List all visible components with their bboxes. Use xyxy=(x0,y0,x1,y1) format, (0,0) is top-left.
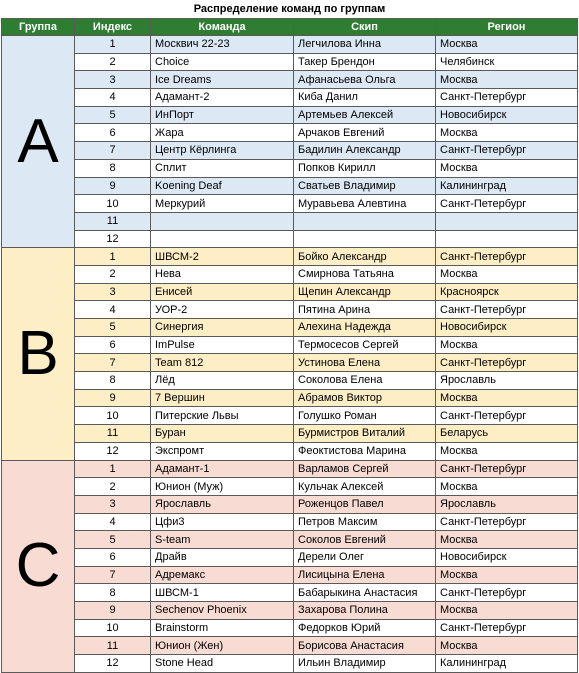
team-cell: Центр Кёрлинга xyxy=(151,142,294,160)
row-index-cell: 12 xyxy=(75,655,151,673)
row-index-cell: 9 xyxy=(75,177,151,195)
skip-cell: Муравьева Алевтина xyxy=(294,195,436,213)
team-cell: Choice xyxy=(151,53,294,71)
team-cell xyxy=(151,230,294,248)
team-cell: Адамант-1 xyxy=(151,460,294,478)
skip-cell: Бурмистров Виталий xyxy=(294,425,436,443)
column-header-skip: Скип xyxy=(294,19,436,36)
table-row xyxy=(2,389,578,407)
region-cell: Санкт-Петербург xyxy=(436,460,578,478)
skip-cell: Сватьев Владимир xyxy=(294,177,436,195)
row-index-cell: 10 xyxy=(75,195,151,213)
table-row xyxy=(2,159,578,177)
skip-cell: Устинова Елена xyxy=(294,354,436,372)
table-row xyxy=(2,602,578,620)
skip-cell: Захарова Полина xyxy=(294,602,436,620)
table-header-row xyxy=(2,19,578,36)
region-cell: Москва xyxy=(436,637,578,655)
row-index-cell: 9 xyxy=(75,389,151,407)
skip-cell: Щепин Александр xyxy=(294,283,436,301)
skip-cell: Петров Максим xyxy=(294,513,436,531)
table-row xyxy=(2,407,578,425)
row-index-cell: 2 xyxy=(75,478,151,496)
region-cell: Санкт-Петербург xyxy=(436,301,578,319)
team-cell: Ice Dreams xyxy=(151,71,294,89)
region-cell: Ярославль xyxy=(436,372,578,390)
group-label: B xyxy=(2,248,75,460)
table-row xyxy=(2,637,578,655)
table-row xyxy=(2,460,578,478)
region-cell: Калининград xyxy=(436,177,578,195)
team-cell: Жара xyxy=(151,124,294,142)
team-cell: Синергия xyxy=(151,319,294,337)
skip-cell: Афанасьева Ольга xyxy=(294,71,436,89)
team-cell: Адремакс xyxy=(151,566,294,584)
row-index-cell: 5 xyxy=(75,106,151,124)
row-index-cell: 5 xyxy=(75,319,151,337)
table-row xyxy=(2,230,578,248)
column-header-region: Регион xyxy=(436,19,578,36)
table-row xyxy=(2,283,578,301)
region-cell: Москва xyxy=(436,265,578,283)
region-cell: Москва xyxy=(436,71,578,89)
table-row xyxy=(2,619,578,637)
table-row xyxy=(2,425,578,443)
table-row xyxy=(2,372,578,390)
skip-cell: Роженцов Павел xyxy=(294,495,436,513)
region-cell: Москва xyxy=(436,36,578,54)
team-cell: ШВСМ-1 xyxy=(151,584,294,602)
groups-table xyxy=(1,18,578,673)
skip-cell: Киба Данил xyxy=(294,89,436,107)
skip-cell: Пятина Арина xyxy=(294,301,436,319)
team-cell: Экспромт xyxy=(151,442,294,460)
row-index-cell: 8 xyxy=(75,584,151,602)
table-row xyxy=(2,53,578,71)
table-row xyxy=(2,212,578,230)
region-cell: Санкт-Петербург xyxy=(436,584,578,602)
table-row xyxy=(2,442,578,460)
team-cell: Питерские Львы xyxy=(151,407,294,425)
team-cell: Нева xyxy=(151,265,294,283)
team-cell: Team 812 xyxy=(151,354,294,372)
skip-cell xyxy=(294,212,436,230)
region-cell: Москва xyxy=(436,478,578,496)
team-cell: Brainstorm xyxy=(151,619,294,637)
row-index-cell: 6 xyxy=(75,124,151,142)
team-cell: Ярославль xyxy=(151,495,294,513)
region-cell: Москва xyxy=(436,389,578,407)
team-cell: Буран xyxy=(151,425,294,443)
table-row xyxy=(2,106,578,124)
region-cell: Москва xyxy=(436,531,578,549)
row-index-cell: 3 xyxy=(75,495,151,513)
region-cell: Москва xyxy=(436,566,578,584)
row-index-cell: 8 xyxy=(75,372,151,390)
row-index-cell: 6 xyxy=(75,336,151,354)
column-header-index: Индекс xyxy=(75,19,151,36)
skip-cell: Абрамов Виктор xyxy=(294,389,436,407)
skip-cell: Дерели Олег xyxy=(294,548,436,566)
row-index-cell: 11 xyxy=(75,637,151,655)
row-index-cell: 7 xyxy=(75,142,151,160)
team-cell: Москвич 22-23 xyxy=(151,36,294,54)
region-cell: Новосибирск xyxy=(436,106,578,124)
skip-cell: Артемьев Алексей xyxy=(294,106,436,124)
region-cell: Беларусь xyxy=(436,425,578,443)
team-cell: Драйв xyxy=(151,548,294,566)
region-cell: Санкт-Петербург xyxy=(436,142,578,160)
skip-cell: Бадилин Александр xyxy=(294,142,436,160)
row-index-cell: 7 xyxy=(75,354,151,372)
table-row xyxy=(2,301,578,319)
row-index-cell: 12 xyxy=(75,230,151,248)
skip-cell: Голушко Роман xyxy=(294,407,436,425)
skip-cell: Борисова Анастасия xyxy=(294,637,436,655)
table-row xyxy=(2,36,578,54)
skip-cell: Такер Брендон xyxy=(294,53,436,71)
region-cell: Калининград xyxy=(436,655,578,673)
table-row xyxy=(2,142,578,160)
skip-cell: Кульчак Алексей xyxy=(294,478,436,496)
column-header-team: Команда xyxy=(151,19,294,36)
region-cell: Москва xyxy=(436,124,578,142)
skip-cell: Варламов Сергей xyxy=(294,460,436,478)
team-cell: ШВСМ-2 xyxy=(151,248,294,266)
row-index-cell: 1 xyxy=(75,460,151,478)
region-cell: Санкт-Петербург xyxy=(436,195,578,213)
table-row xyxy=(2,89,578,107)
team-cell: Юнион (Муж) xyxy=(151,478,294,496)
table-row xyxy=(2,655,578,673)
region-cell: Санкт-Петербург xyxy=(436,407,578,425)
row-index-cell: 4 xyxy=(75,301,151,319)
table-row xyxy=(2,124,578,142)
team-cell: S-team xyxy=(151,531,294,549)
row-index-cell: 5 xyxy=(75,531,151,549)
table-row xyxy=(2,265,578,283)
skip-cell: Термосесов Сергей xyxy=(294,336,436,354)
table-row xyxy=(2,531,578,549)
table-row xyxy=(2,548,578,566)
row-index-cell: 2 xyxy=(75,265,151,283)
table-row xyxy=(2,584,578,602)
row-index-cell: 3 xyxy=(75,283,151,301)
table-row xyxy=(2,566,578,584)
region-cell: Санкт-Петербург xyxy=(436,619,578,637)
row-index-cell: 4 xyxy=(75,513,151,531)
table-row xyxy=(2,478,578,496)
team-cell: Sechenov Phoenix xyxy=(151,602,294,620)
skip-cell: Соколов Евгений xyxy=(294,531,436,549)
skip-cell: Попков Кирилл xyxy=(294,159,436,177)
skip-cell: Федорков Юрий xyxy=(294,619,436,637)
region-cell: Санкт-Петербург xyxy=(436,248,578,266)
skip-cell: Алехина Надежда xyxy=(294,319,436,337)
row-index-cell: 1 xyxy=(75,248,151,266)
region-cell: Москва xyxy=(436,442,578,460)
skip-cell: Феоктистова Марина xyxy=(294,442,436,460)
table-row xyxy=(2,336,578,354)
table-row xyxy=(2,248,578,266)
skip-cell: Лисицына Елена xyxy=(294,566,436,584)
table-row xyxy=(2,495,578,513)
team-cell: Адамант-2 xyxy=(151,89,294,107)
skip-cell: Бабарыкина Анастасия xyxy=(294,584,436,602)
team-cell: УОР-2 xyxy=(151,301,294,319)
column-header-group: Группа xyxy=(2,19,75,36)
row-index-cell: 11 xyxy=(75,212,151,230)
region-cell: Санкт-Петербург xyxy=(436,89,578,107)
skip-cell: Арчаков Евгений xyxy=(294,124,436,142)
region-cell: Новосибирск xyxy=(436,548,578,566)
row-index-cell: 7 xyxy=(75,566,151,584)
row-index-cell: 10 xyxy=(75,407,151,425)
skip-cell: Бойко Александр xyxy=(294,248,436,266)
table-body xyxy=(2,36,578,673)
team-cell: Лёд xyxy=(151,372,294,390)
team-cell: Цфи3 xyxy=(151,513,294,531)
row-index-cell: 12 xyxy=(75,442,151,460)
region-cell xyxy=(436,212,578,230)
group-label: C xyxy=(2,460,75,672)
team-cell: Меркурий xyxy=(151,195,294,213)
group-label: A xyxy=(2,36,75,248)
row-index-cell: 4 xyxy=(75,89,151,107)
skip-cell xyxy=(294,230,436,248)
team-cell: Сплит xyxy=(151,159,294,177)
team-cell: ImPulse xyxy=(151,336,294,354)
region-cell: Челябинск xyxy=(436,53,578,71)
row-index-cell: 9 xyxy=(75,602,151,620)
skip-cell: Смирнова Татьяна xyxy=(294,265,436,283)
row-index-cell: 3 xyxy=(75,71,151,89)
region-cell: Санкт-Петербург xyxy=(436,354,578,372)
team-cell: Koening Deaf xyxy=(151,177,294,195)
region-cell: Красноярск xyxy=(436,283,578,301)
team-cell: ИнПорт xyxy=(151,106,294,124)
team-cell: 7 Вершин xyxy=(151,389,294,407)
table-row xyxy=(2,195,578,213)
skip-cell: Ильин Владимир xyxy=(294,655,436,673)
region-cell xyxy=(436,230,578,248)
region-cell: Новосибирск xyxy=(436,319,578,337)
team-cell: Енисей xyxy=(151,283,294,301)
table-row xyxy=(2,513,578,531)
table-row xyxy=(2,319,578,337)
row-index-cell: 1 xyxy=(75,36,151,54)
row-index-cell: 10 xyxy=(75,619,151,637)
team-cell xyxy=(151,212,294,230)
row-index-cell: 8 xyxy=(75,159,151,177)
row-index-cell: 11 xyxy=(75,425,151,443)
team-cell: Юнион (Жен) xyxy=(151,637,294,655)
table-row xyxy=(2,354,578,372)
page-title: Распределение команд по группам xyxy=(193,3,386,15)
table-row xyxy=(2,71,578,89)
team-cell: Stone Head xyxy=(151,655,294,673)
region-cell: Москва xyxy=(436,602,578,620)
region-cell: Санкт-Петербург xyxy=(436,513,578,531)
row-index-cell: 6 xyxy=(75,548,151,566)
region-cell: Москва xyxy=(436,336,578,354)
skip-cell: Легчилова Инна xyxy=(294,36,436,54)
region-cell: Ярославль xyxy=(436,495,578,513)
skip-cell: Соколова Елена xyxy=(294,372,436,390)
row-index-cell: 2 xyxy=(75,53,151,71)
region-cell: Москва xyxy=(436,159,578,177)
table-row xyxy=(2,177,578,195)
